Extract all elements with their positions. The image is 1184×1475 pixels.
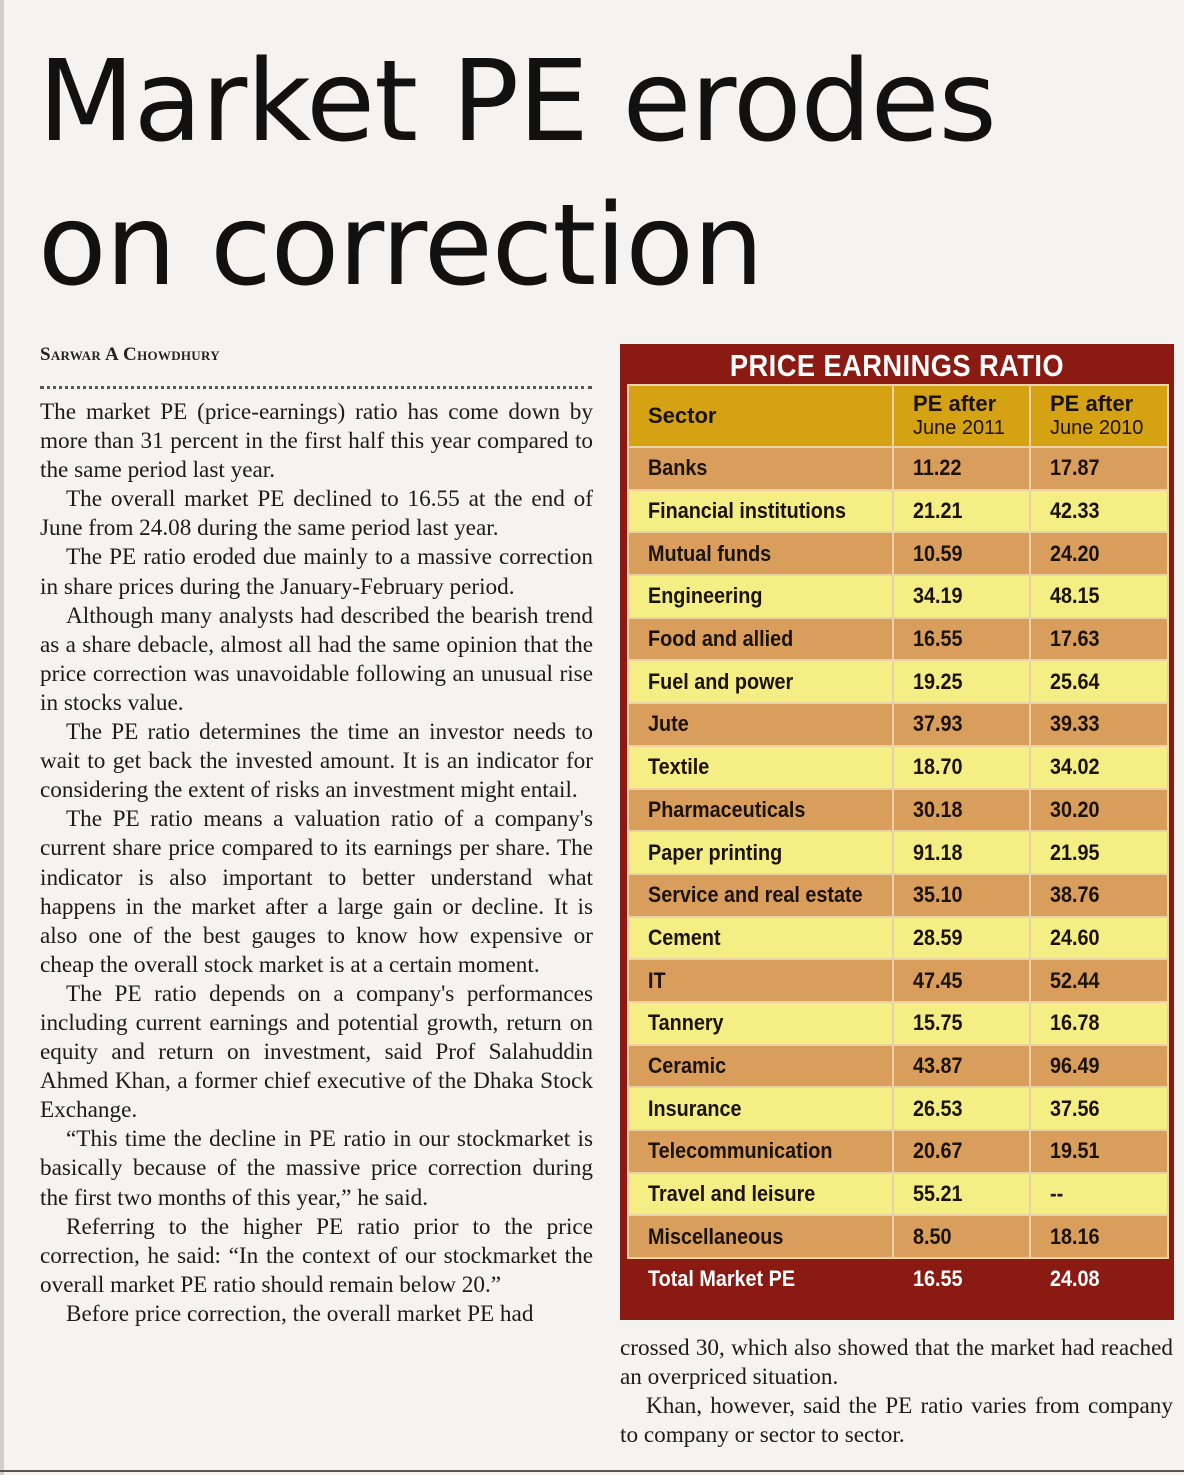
page-edge-rule: [0, 0, 4, 1475]
total-pe-2011-cell-value: 16.55: [913, 1266, 963, 1292]
pe-2010-cell: [1030, 660, 1168, 703]
sector-cell: [628, 447, 893, 490]
pe-2010-cell: [1030, 1130, 1168, 1173]
pe-2011-cell-value: 91.18: [913, 839, 963, 865]
sector-cell: [628, 746, 893, 789]
table-row: [628, 1087, 1168, 1130]
pe-2011-cell-value: 55.21: [913, 1181, 963, 1207]
sector-cell-value: Travel and leisure: [648, 1181, 816, 1207]
pe-2011-cell: [893, 917, 1030, 960]
sector-cell: [628, 831, 893, 874]
table-row: [628, 490, 1168, 533]
column-header-pe-2011: [893, 385, 1030, 447]
pe-2011-cell-value: 8.50: [913, 1223, 952, 1249]
pe-2010-cell-value: 38.76: [1050, 882, 1100, 908]
pe-2010-cell: [1030, 447, 1168, 490]
table-row: [628, 618, 1168, 661]
pe-2010-cell-value: 96.49: [1050, 1052, 1100, 1078]
pe-2011-cell-value: 20.67: [913, 1138, 963, 1164]
pe-2011-cell-value: 28.59: [913, 924, 963, 950]
pe-2010-cell-value: 19.51: [1050, 1138, 1100, 1164]
paragraph: Before price correction, the overall market PE had: [66, 1300, 534, 1327]
pe-2011-cell-value: 19.25: [913, 668, 963, 694]
pe-2011-cell-value: 16.55: [913, 626, 963, 652]
column-header-line: PE after: [1050, 391, 1134, 416]
sector-cell: [628, 1130, 893, 1173]
pe-2011-cell: [893, 959, 1030, 1002]
pe-2011-cell-value: 37.93: [913, 711, 963, 737]
paragraph: The PE ratio determines the time an investor needs to wait to get back the invested amount. It is an indicator for considering the extent of risks an investment might entail.: [40, 719, 593, 804]
table-row: [628, 1215, 1168, 1258]
sector-cell: [628, 490, 893, 533]
table-row: [628, 575, 1168, 618]
sector-cell: [628, 618, 893, 661]
table-total-row: [628, 1258, 1168, 1300]
pe-2011-cell: [893, 746, 1030, 789]
byline: Sarwar A Chowdhury: [40, 344, 220, 365]
pe-2010-cell-value: 21.95: [1050, 839, 1100, 865]
pe-2010-cell-value: 52.44: [1050, 967, 1100, 993]
sector-cell-value: Engineering: [648, 583, 763, 609]
byline-divider: [40, 386, 592, 389]
sector-cell-value: Telecommunication: [648, 1138, 833, 1164]
total-pe-2010-cell-value: 24.08: [1050, 1266, 1100, 1292]
table-row: [628, 1045, 1168, 1088]
sector-cell-value: Service and real estate: [648, 882, 863, 908]
pe-2011-cell-value: 47.45: [913, 967, 963, 993]
paragraph: The overall market PE declined to 16.55 at the end of June from 24.08 during the same period last year.: [40, 486, 593, 542]
sector-cell: [628, 1173, 893, 1216]
sector-cell: [628, 1087, 893, 1130]
paragraph: Khan, however, said the PE ratio varies from company to company or sector to sector.: [620, 1393, 1173, 1449]
sector-cell: [628, 959, 893, 1002]
sector-cell: [628, 789, 893, 832]
pe-2011-cell: [893, 490, 1030, 533]
column-header-sector: [628, 385, 893, 447]
paragraph: The PE ratio depends on a company's performances including current earnings and potential growth, return on equity and return on investment, said Prof Salahuddin Ahmed Khan, a former chief executive of the Dhaka Stock Exchange.: [40, 980, 593, 1124]
table-row: [628, 789, 1168, 832]
table-row: [628, 831, 1168, 874]
pe-2010-cell: [1030, 703, 1168, 746]
paragraph: Referring to the higher PE ratio prior to the price correction, he said: “In the context of our stockmarket the overall market PE ratio should remain below 20.”: [40, 1213, 593, 1298]
table-row: [628, 1130, 1168, 1173]
sector-cell-value: Mutual funds: [648, 540, 772, 566]
pe-2011-cell-value: 30.18: [913, 796, 963, 822]
sector-cell-value: IT: [648, 967, 666, 993]
total-pe-2010-cell: [1030, 1258, 1168, 1300]
total-label-cell: [628, 1258, 893, 1300]
sector-cell: [628, 874, 893, 917]
bottom-rule: [0, 1470, 1184, 1472]
pe-2011-cell-value: 35.10: [913, 882, 963, 908]
paragraph: The PE ratio means a valuation ratio of a company's current share price compared to its earnings per share. The indicator is also important to better understand what happens in the market after a large gain or decline. It is also one of the best gauges to know how expensive or cheap the overall stock market is at a certain moment.: [40, 806, 593, 978]
pe-2011-cell: [893, 1173, 1030, 1216]
sector-cell-value: Food and allied: [648, 626, 794, 652]
pe-2010-cell: [1030, 959, 1168, 1002]
pe-2010-cell-value: 17.87: [1050, 455, 1100, 481]
table-row: [628, 917, 1168, 960]
sector-cell-value: Jute: [648, 711, 689, 737]
paragraph: The market PE (price-earnings) ratio has come down by more than 31 percent in the first half this year compared to the same period last year.: [40, 399, 593, 484]
pe-2010-cell-value: 48.15: [1050, 583, 1100, 609]
pe-2011-cell: [893, 789, 1030, 832]
sector-cell-value: Miscellaneous: [648, 1223, 784, 1249]
sector-cell: [628, 917, 893, 960]
pe-2010-cell-value: 37.56: [1050, 1095, 1100, 1121]
pe-2010-cell-value: 18.16: [1050, 1223, 1100, 1249]
pe-2010-cell: [1030, 1045, 1168, 1088]
pe-2011-cell: [893, 1087, 1030, 1130]
pe-2011-cell-value: 43.87: [913, 1052, 963, 1078]
total-label-cell-value: Total Market PE: [648, 1266, 796, 1292]
pe-2010-cell: [1030, 831, 1168, 874]
pe-2010-cell: [1030, 575, 1168, 618]
pe-2010-cell: [1030, 874, 1168, 917]
pe-2011-cell: [893, 1130, 1030, 1173]
total-pe-2011-cell: [893, 1258, 1030, 1300]
sector-cell: [628, 1215, 893, 1258]
table-row: [628, 703, 1168, 746]
pe-2010-cell: [1030, 490, 1168, 533]
pe-2010-cell: [1030, 618, 1168, 661]
article-body-right: [620, 1334, 1173, 1450]
sector-cell: [628, 703, 893, 746]
sector-cell: [628, 1045, 893, 1088]
sector-cell-value: Cement: [648, 924, 721, 950]
table-row: [628, 1002, 1168, 1045]
table-row: [628, 1173, 1168, 1216]
table-row: [628, 660, 1168, 703]
pe-2010-cell-value: 39.33: [1050, 711, 1100, 737]
table-row: [628, 532, 1168, 575]
table-row: [628, 447, 1168, 490]
sector-cell: [628, 1002, 893, 1045]
pe-2010-cell: [1030, 1215, 1168, 1258]
pe-2010-cell-value: 16.78: [1050, 1010, 1100, 1036]
sector-cell-value: Financial institutions: [648, 498, 847, 524]
column-header-line: PE after: [913, 391, 997, 416]
table-row: [628, 874, 1168, 917]
pe-2011-cell: [893, 703, 1030, 746]
paragraph: “This time the decline in PE ratio in our stockmarket is basically because of the massive price correction during the first two months of this year,” he said.: [40, 1126, 593, 1211]
pe-ratio-table: [627, 384, 1169, 1301]
pe-2011-cell-value: 21.21: [913, 498, 963, 524]
sector-cell-value: Insurance: [648, 1095, 742, 1121]
sector-cell-value: Paper printing: [648, 839, 783, 865]
pe-2011-cell-value: 15.75: [913, 1010, 963, 1036]
pe-2010-cell-value: 34.02: [1050, 754, 1100, 780]
pe-2011-cell-value: 26.53: [913, 1095, 963, 1121]
pe-2011-cell-value: 10.59: [913, 540, 963, 566]
sector-cell-value: Pharmaceuticals: [648, 796, 806, 822]
pe-2010-cell-value: 24.60: [1050, 924, 1100, 950]
sector-cell-value: Tannery: [648, 1010, 724, 1036]
pe-2011-cell: [893, 874, 1030, 917]
column-header-label: Sector: [648, 403, 717, 428]
pe-ratio-table-box: [620, 344, 1174, 1320]
pe-2010-cell-value: 30.20: [1050, 796, 1100, 822]
article-body-left: [40, 398, 593, 1329]
pe-2010-cell: [1030, 917, 1168, 960]
pe-2010-cell: [1030, 1002, 1168, 1045]
pe-2011-cell: [893, 532, 1030, 575]
pe-2010-cell-value: 42.33: [1050, 498, 1100, 524]
paragraph: The PE ratio eroded due mainly to a massive correction in share prices during the January-February period.: [40, 544, 593, 600]
pe-2010-cell: [1030, 746, 1168, 789]
sector-cell: [628, 660, 893, 703]
sector-cell: [628, 575, 893, 618]
pe-2011-cell: [893, 831, 1030, 874]
pe-2010-cell: [1030, 789, 1168, 832]
column-header-subline: June 2010: [1050, 417, 1144, 439]
pe-2010-cell-value: --: [1050, 1181, 1064, 1207]
pe-2011-cell: [893, 575, 1030, 618]
pe-2011-cell-value: 18.70: [913, 754, 963, 780]
pe-2011-cell-value: 11.22: [913, 455, 962, 481]
pe-2011-cell: [893, 1002, 1030, 1045]
pe-2010-cell-value: 25.64: [1050, 668, 1100, 694]
pe-2011-cell: [893, 447, 1030, 490]
pe-2010-cell-value: 17.63: [1050, 626, 1100, 652]
sector-cell-value: Banks: [648, 455, 708, 481]
table-title: PRICE EARNINGS RATIO: [729, 348, 1065, 383]
table-body: [628, 447, 1168, 1300]
sector-cell-value: Ceramic: [648, 1052, 727, 1078]
pe-2011-cell-value: 34.19: [913, 583, 963, 609]
pe-2011-cell: [893, 1045, 1030, 1088]
table-header-row: [628, 385, 1168, 447]
pe-2010-cell: [1030, 532, 1168, 575]
pe-2010-cell: [1030, 1173, 1168, 1216]
table-row: [628, 959, 1168, 1002]
column-header-subline: June 2011: [913, 417, 1005, 439]
pe-2010-cell-value: 24.20: [1050, 540, 1100, 566]
table-row: [628, 746, 1168, 789]
sector-cell: [628, 532, 893, 575]
paragraph: crossed 30, which also showed that the market had reached an overpriced situation.: [620, 1335, 1173, 1391]
headline: Market PE erodes on correction: [38, 37, 996, 311]
pe-2011-cell: [893, 660, 1030, 703]
paragraph: Although many analysts had described the bearish trend as a share debacle, almost all had the same opinion that the price correction was unavoidable following an unusual rise in stocks value.: [40, 602, 593, 716]
column-header-pe-2010: [1030, 385, 1168, 447]
sector-cell-value: Textile: [648, 754, 710, 780]
pe-2010-cell: [1030, 1087, 1168, 1130]
sector-cell-value: Fuel and power: [648, 668, 794, 694]
pe-2011-cell: [893, 618, 1030, 661]
pe-2011-cell: [893, 1215, 1030, 1258]
